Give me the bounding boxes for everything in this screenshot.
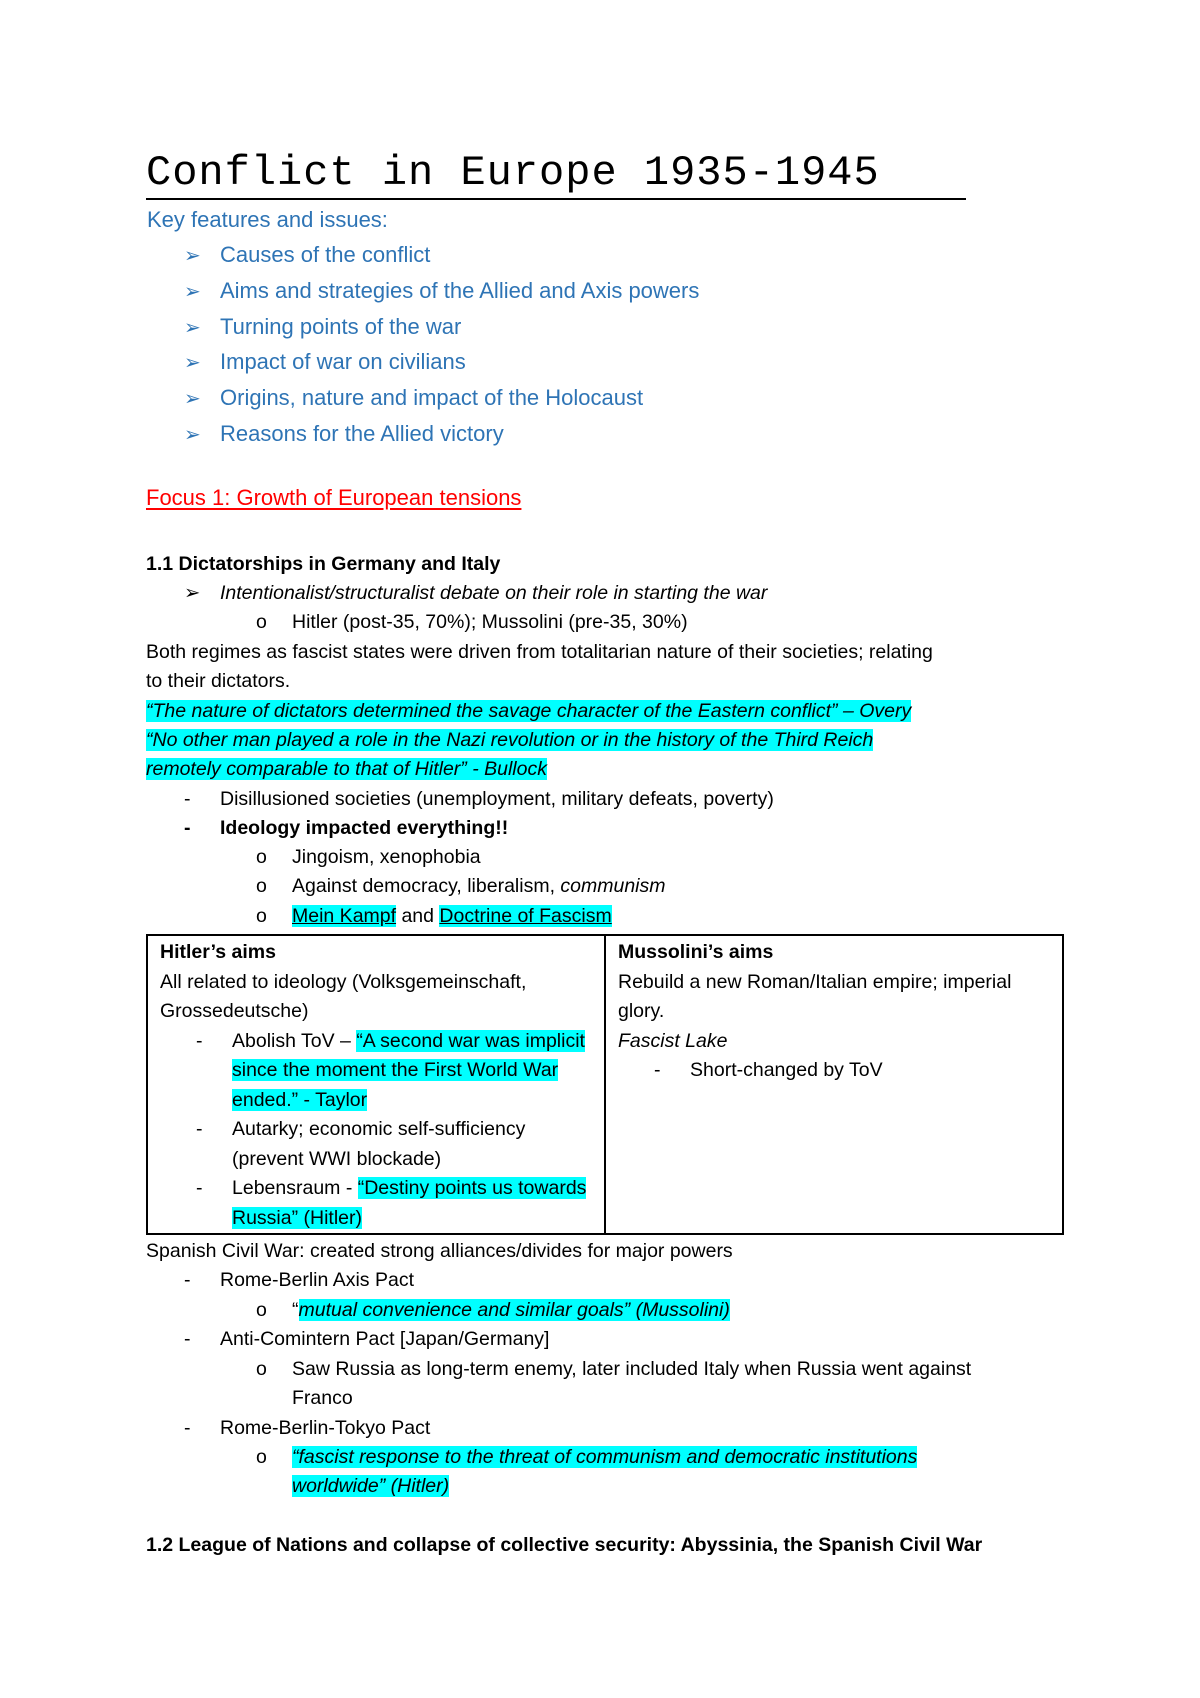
arrow-bullet-icon: ➢: [184, 280, 201, 303]
list-item: ➢ Impact of war on civilians: [184, 345, 699, 381]
quote-overy: “The nature of dictators determined the savage character of the Eastern conflict” – Overy: [146, 700, 912, 722]
dash-bullet: -: [654, 1059, 661, 1081]
key-features-list: [184, 238, 699, 453]
dash-bullet: -: [184, 1328, 191, 1350]
hitler-aims-cell: [147, 935, 605, 1234]
arrow-bullet-icon: ➢: [184, 582, 201, 604]
circle-bullet-icon: o: [256, 1358, 267, 1380]
arrow-bullet-icon: ➢: [184, 352, 201, 375]
dash-bullet: -: [184, 817, 191, 839]
hitler-aims-heading: Hitler’s aims: [160, 941, 276, 963]
list-item: ➢ Turning points of the war: [184, 310, 699, 346]
page-title: Conflict in Europe 1935-1945: [146, 148, 966, 200]
split-line: o Hitler (post-35, 70%); Mussolini (pre-35, 30%): [256, 608, 688, 638]
dash-bullet: -: [184, 1417, 191, 1439]
paragraph: Spanish Civil War: created strong alliances/divides for major powers: [146, 1240, 733, 1262]
paragraph: to their dictators.: [146, 670, 291, 692]
list-item: - Short-changed by ToV: [618, 1056, 1052, 1086]
circle-bullet-icon: o: [256, 846, 267, 868]
paragraph: Both regimes as fascist states were driven from totalitarian nature of their societies; relating: [146, 641, 933, 663]
arrow-bullet-icon: ➢: [184, 245, 201, 267]
circle-bullet-icon: o: [256, 905, 267, 927]
list-item: o Mein Kampf and Doctrine of Fascism: [256, 902, 612, 932]
list-item: ➢ Aims and strategies of the Allied and Axis powers: [184, 274, 699, 310]
circle-bullet-icon: o: [256, 1299, 267, 1321]
list-item: o “mutual convenience and similar goals” (Mussolini): [256, 1296, 730, 1326]
mussolini-aims-cell: [605, 935, 1063, 1234]
mussolini-aims-intro: Rebuild a new Roman/Italian empire; imperial glory.: [618, 970, 1012, 1022]
list-item: - Ideology impacted everything!!: [184, 814, 508, 844]
list-item: - Rome-Berlin Axis Pact: [184, 1266, 414, 1296]
dash-bullet: -: [196, 1118, 203, 1140]
dash-bullet: -: [196, 1177, 203, 1199]
list-item: - Abolish ToV – “A second war was implicit since the moment the First World War ended.” - Taylor: [160, 1027, 594, 1116]
fascist-lake: Fascist Lake: [618, 1029, 728, 1052]
aims-table: [146, 934, 1064, 1235]
list-item: ➢ Reasons for the Allied victory: [184, 417, 699, 453]
list-item: ➢ Causes of the conflict: [184, 238, 699, 274]
list-item: - Anti-Comintern Pact [Japan/Germany]: [184, 1325, 549, 1355]
list-item: o “fascist response to the threat of communism and democratic institutions: [256, 1443, 917, 1473]
focus-heading: Focus 1: Growth of European tensions: [146, 485, 522, 510]
table-row: [147, 935, 1063, 1234]
dash-bullet: -: [196, 1029, 203, 1052]
list-item: o Jingoism, xenophobia: [256, 843, 481, 873]
circle-bullet-icon: o: [256, 1446, 267, 1468]
list-item: - Disillusioned societies (unemployment, military defeats, poverty): [184, 785, 774, 815]
circle-bullet-icon: o: [256, 875, 267, 897]
dash-bullet: -: [184, 1269, 191, 1291]
list-item: - Lebensraum - “Destiny points us towards Russia” (Hitler): [160, 1174, 594, 1233]
list-item: - Autarky; economic self-sufficiency (prevent WWI blockade): [160, 1115, 594, 1174]
list-item-continued: worldwide” (Hitler): [292, 1475, 450, 1497]
arrow-bullet-icon: ➢: [184, 316, 201, 339]
list-item: - Rome-Berlin-Tokyo Pact: [184, 1414, 430, 1444]
circle-bullet-icon: o: [256, 611, 267, 633]
list-item: o Against democracy, liberalism, communism: [256, 872, 666, 902]
dash-bullet: -: [184, 788, 191, 810]
quote-bullock: “No other man played a role in the Nazi revolution or in the history of the Third Reich: [146, 729, 874, 751]
quote-bullock: remotely comparable to that of Hitler” - Bullock: [146, 758, 547, 780]
arrow-bullet-icon: ➢: [184, 423, 201, 446]
list-item: ➢ Origins, nature and impact of the Holocaust: [184, 381, 699, 417]
section-heading-1-2: 1.2 League of Nations and collapse of collective security: Abyssinia, the Spanish Civil War: [146, 1534, 983, 1556]
section-heading-1-1: 1.1 Dictatorships in Germany and Italy: [146, 553, 501, 575]
debate-line: ➢ Intentionalist/structuralist debate on their role in starting the war: [184, 579, 767, 609]
list-item: o Saw Russia as long-term enemy, later included Italy when Russia went against: [256, 1355, 971, 1385]
mussolini-aims-heading: Mussolini’s aims: [618, 941, 774, 963]
key-features-heading: Key features and issues:: [147, 207, 388, 232]
hitler-aims-intro: All related to ideology (Volksgemeinschaft, Grossedeutsche): [160, 970, 527, 1022]
list-item-continued: Franco: [292, 1387, 353, 1409]
arrow-bullet-icon: ➢: [184, 388, 201, 411]
